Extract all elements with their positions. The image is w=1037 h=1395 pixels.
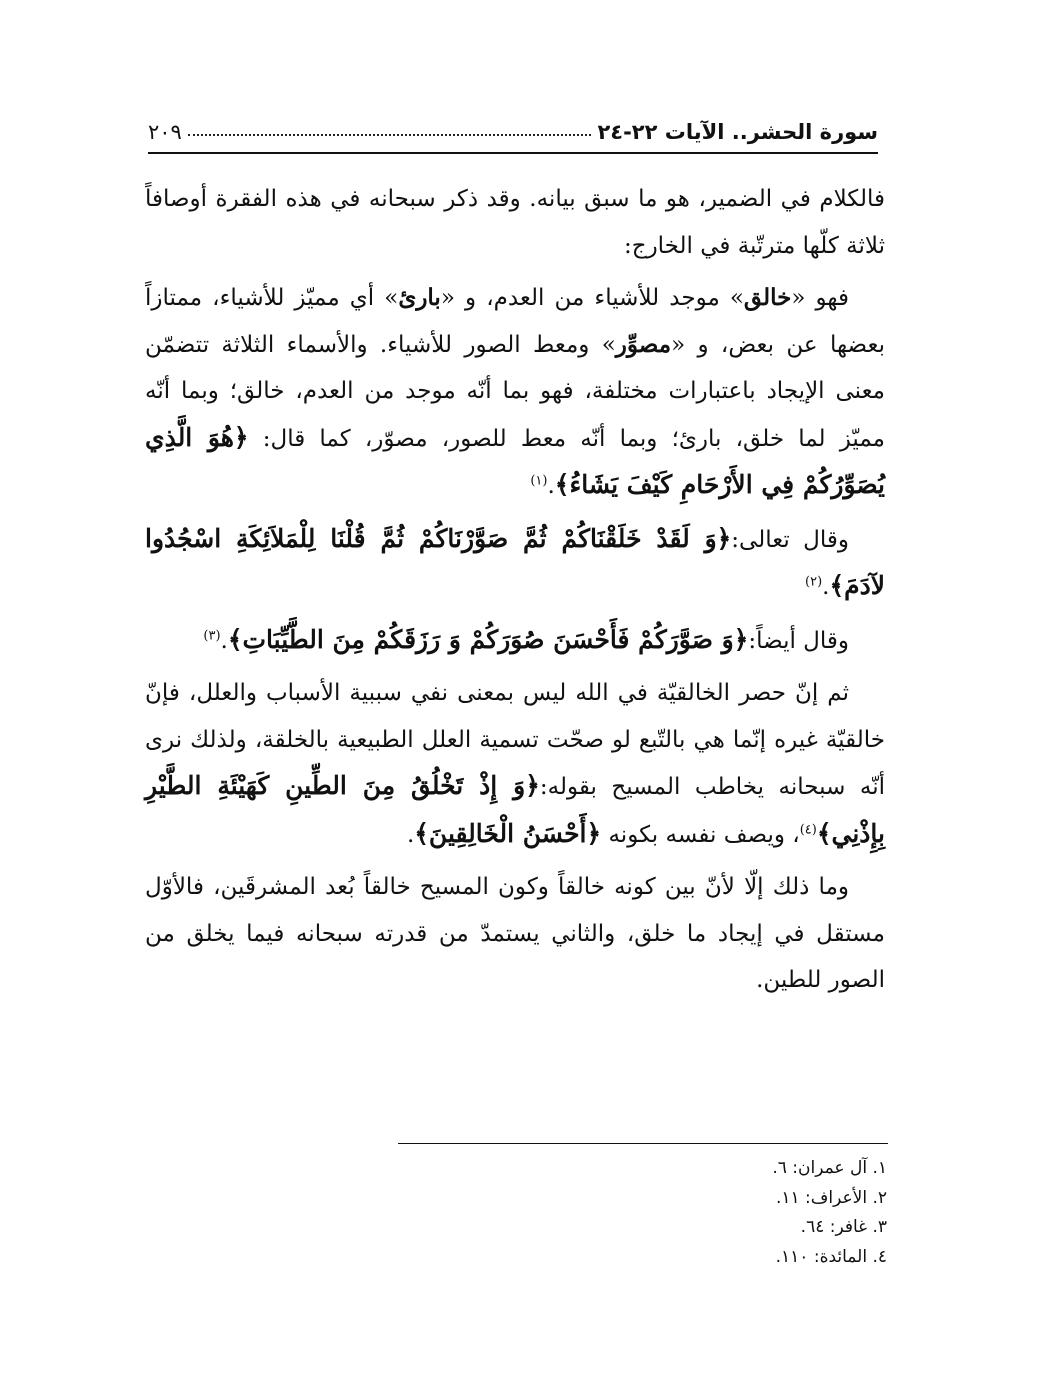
paragraph-1: فالكلام في الضمير، هو ما سبق بيانه. وقد ذكر سبحانه في هذه الفقرة أوصافاً ثلاثة كلّها مترتّبة في الخارج: — [145, 186, 885, 259]
quran-verse: ﴿أَحْسَنُ الْخَالِقِينَ﴾ — [414, 818, 602, 848]
footnote-item: ٢. الأعراف: ١١. — [775, 1187, 887, 1208]
quran-verse: ﴿هُوَ الَّذِي يُصَوِّرُكُمْ فِي الأَرْحَامِ كَيْفَ يَشَاءُ﴾ — [145, 422, 885, 499]
footnote-item: ٣. غافر: ٦٤. — [800, 1217, 887, 1237]
running-header — [148, 102, 878, 144]
footnotes — [387, 1154, 887, 1272]
paragraph-2: فهو «خالق» موجد للأشياء من العدم، و «بارئ» أي مميّز للأشياء، ممتازاً بعضها عن بعض، و «مصوِّر» ومعط الصور للأشياء. والأسماء الثلاثة تتضمّن معنى الإيجاد باعتبارات مختلفة، فهو بما أنّه موجد من العدم، خالق؛ وبما أنّه مميّز لما خلق، بارئ؛ وبما أنّه معط للصور، مصوّر، كما قال: ﴿هُوَ الَّذِي يُصَوِّرُكُمْ فِي الأَرْحَامِ كَيْفَ يَشَاءُ﴾.$^{(١)}$ — [145, 284, 885, 499]
main-text — [145, 176, 885, 1010]
term-bari: بارئ — [398, 284, 441, 311]
footnote-item: ٤. المائدة: ١١٠. — [775, 1246, 887, 1267]
footnote-ref: (٣) — [203, 627, 221, 643]
paragraph-6: وما ذلك إلّا لأنّ بين كونه خالقاً وكون المسيح خالقاً بُعد المشرقَين، فالأوّل مستقل في إيجاد ما خلق، والثاني يستمدّ من قدرته سبحانه فيما يخلق من الصور للطين. — [145, 874, 885, 993]
paragraph-4: وقال أيضاً:﴿وَ صَوَّرَكُمْ فَأَحْسَنَ صُوَرَكُمْ وَ رَزَقَكُمْ مِنَ الطَّيِّبَاتِ﴾.$^{(٣)}$ — [203, 624, 849, 654]
quran-verse: ﴿وَ صَوَّرَكُمْ فَأَحْسَنَ صُوَرَكُمْ وَ رَزَقَكُمْ مِنَ الطَّيِّبَاتِ﴾ — [227, 624, 749, 654]
footnote-ref: (١) — [530, 473, 548, 489]
footnote-item: ١. آل عمران: ٦. — [772, 1158, 887, 1178]
paragraph-5: ثم إنّ حصر الخالقيّة في الله ليس بمعنى نفي سببية الأسباب والعلل، فإنّ خالقيّة غيره إنّما هي بالتّبع لو صحّت تسمية العلل الطبيعية بالخلقة، ولذلك نرى أنّه سبحانه يخاطب المسيح بقوله:﴿وَ إِذْ تَخْلُقُ مِنَ الطِّينِ كَهَيْئَةِ الطَّيْرِ بِإِذْنِي﴾$^{(٤)}$، ويصف نفسه بكونه ﴿أَحْسَنُ الْخَالِقِينَ﴾. — [145, 680, 885, 848]
paragraph-3: وقال تعالى:﴿وَ لَقَدْ خَلَقْنَاكُمْ ثُمَّ صَوَّرْنَاكُمْ ثُمَّ قُلْنَا لِلْمَلاَئِكَةِ اسْجُدُوا لآدَمَ﴾.$^{(٢)}$ — [145, 523, 885, 600]
dot-leader — [188, 134, 592, 136]
footnote-ref: (٤) — [799, 821, 817, 837]
term-khaliq: خالق — [743, 284, 792, 311]
page-number: ٢٠٩ — [148, 120, 182, 144]
chapter-title: سورة الحشر.. الآيات ٢٢-٢٤ — [597, 120, 878, 144]
header-rule — [148, 152, 878, 154]
quran-verse: ﴿وَ لَقَدْ خَلَقْنَاكُمْ ثُمَّ صَوَّرْنَاكُمْ ثُمَّ قُلْنَا لِلْمَلاَئِكَةِ اسْجُدُوا لآدَمَ﴾ — [145, 523, 885, 600]
footnote-rule — [398, 1143, 888, 1144]
footnote-ref: (٢) — [805, 574, 823, 590]
quran-verse: ﴿وَ إِذْ تَخْلُقُ مِنَ الطِّينِ كَهَيْئَةِ الطَّيْرِ بِإِذْنِي﴾ — [145, 771, 885, 848]
term-musawwir: مصوِّر — [615, 330, 672, 358]
